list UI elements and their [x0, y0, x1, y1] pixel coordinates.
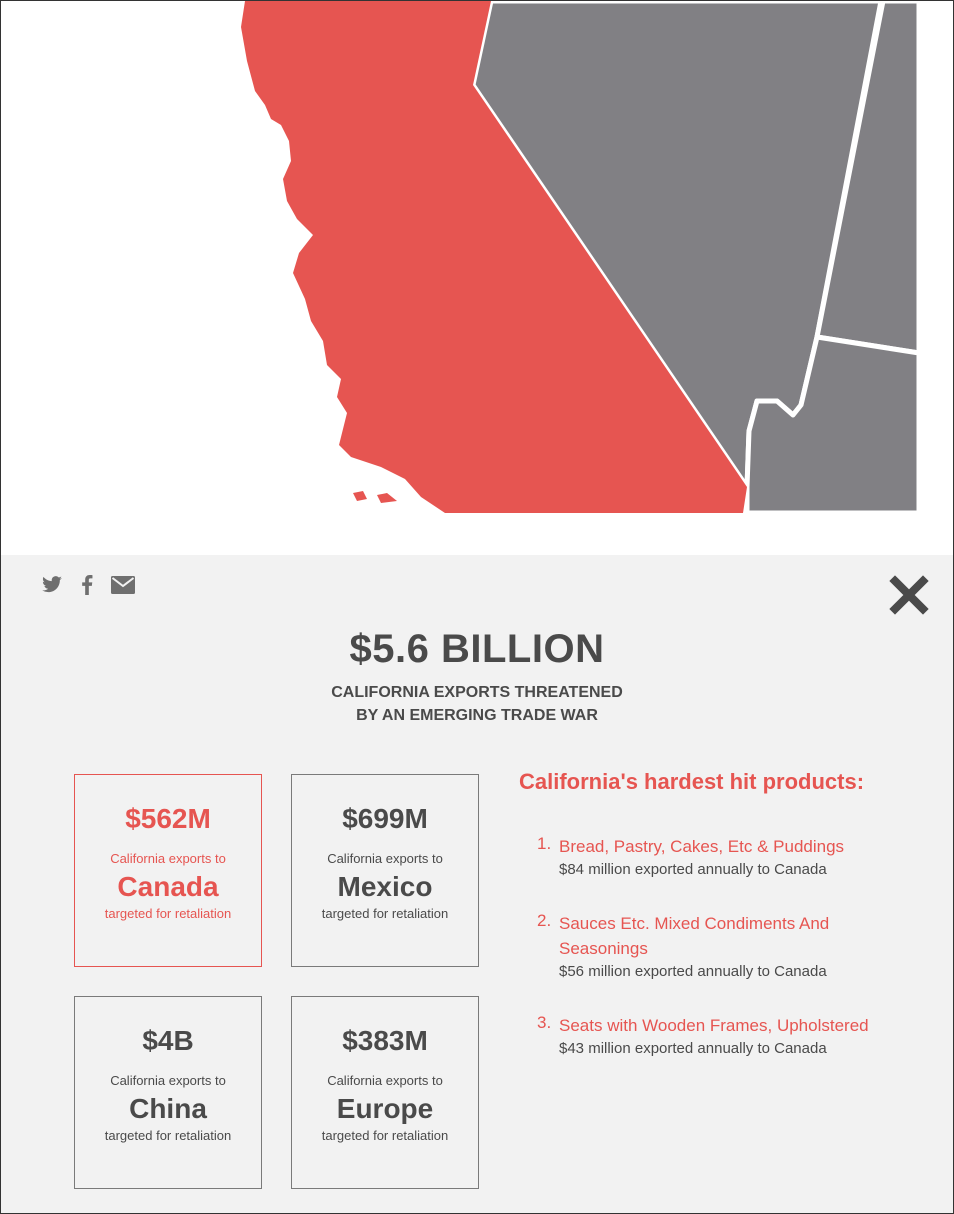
subhead [1, 681, 953, 727]
product-item [537, 834, 897, 881]
subhead-line-2: BY AN EMERGING TRADE WAR [356, 707, 598, 724]
twitter-icon[interactable] [41, 576, 63, 594]
card-amount: $562M [125, 803, 211, 834]
card-country: Europe [336, 1093, 434, 1124]
subhead-line-1: CALIFORNIA EXPORTS THREATENED [331, 684, 623, 701]
product-number: 2. [537, 911, 552, 930]
card-note: targeted for retaliation [321, 906, 449, 921]
card-intro: California exports to [110, 1073, 226, 1088]
product-item [537, 1013, 897, 1060]
card-note: targeted for retaliation [321, 1128, 449, 1143]
map [1, 1, 953, 555]
card-mexico[interactable] [291, 774, 479, 967]
headline: $5.6 BILLION [349, 627, 605, 671]
product-number: 3. [537, 1013, 552, 1032]
card-intro: California exports to [327, 1073, 443, 1088]
products-title: California's hardest hit products: [519, 769, 865, 794]
map-svg [1, 1, 953, 555]
card-amount: $699M [342, 803, 428, 834]
card-country: Canada [117, 871, 219, 902]
product-item [537, 911, 897, 983]
info-panel [1, 555, 953, 1213]
card-canada[interactable] [74, 774, 262, 967]
product-number: 1. [537, 834, 552, 853]
card-country: Mexico [337, 871, 433, 902]
card-country: China [129, 1093, 207, 1124]
close-icon[interactable] [889, 575, 929, 615]
product-detail: $43 million exported annually to Canada [559, 1040, 827, 1057]
share-bar [41, 575, 153, 595]
product-name: Sauces Etc. Mixed Condiments And Seasonings [559, 914, 830, 958]
facebook-icon[interactable] [81, 575, 93, 595]
card-intro: California exports to [110, 851, 226, 866]
card-china[interactable] [74, 996, 262, 1189]
product-name: Bread, Pastry, Cakes, Etc & Puddings [559, 837, 845, 856]
product-detail: $56 million exported annually to Canada [559, 963, 827, 980]
card-amount: $4B [142, 1025, 194, 1056]
card-amount: $383M [342, 1025, 428, 1056]
email-icon[interactable] [111, 576, 135, 594]
card-note: targeted for retaliation [104, 906, 232, 921]
card-europe[interactable] [291, 996, 479, 1189]
product-name: Seats with Wooden Frames, Upholstered [559, 1016, 869, 1035]
card-intro: California exports to [327, 851, 443, 866]
product-detail: $84 million exported annually to Canada [559, 861, 827, 878]
card-note: targeted for retaliation [104, 1128, 232, 1143]
